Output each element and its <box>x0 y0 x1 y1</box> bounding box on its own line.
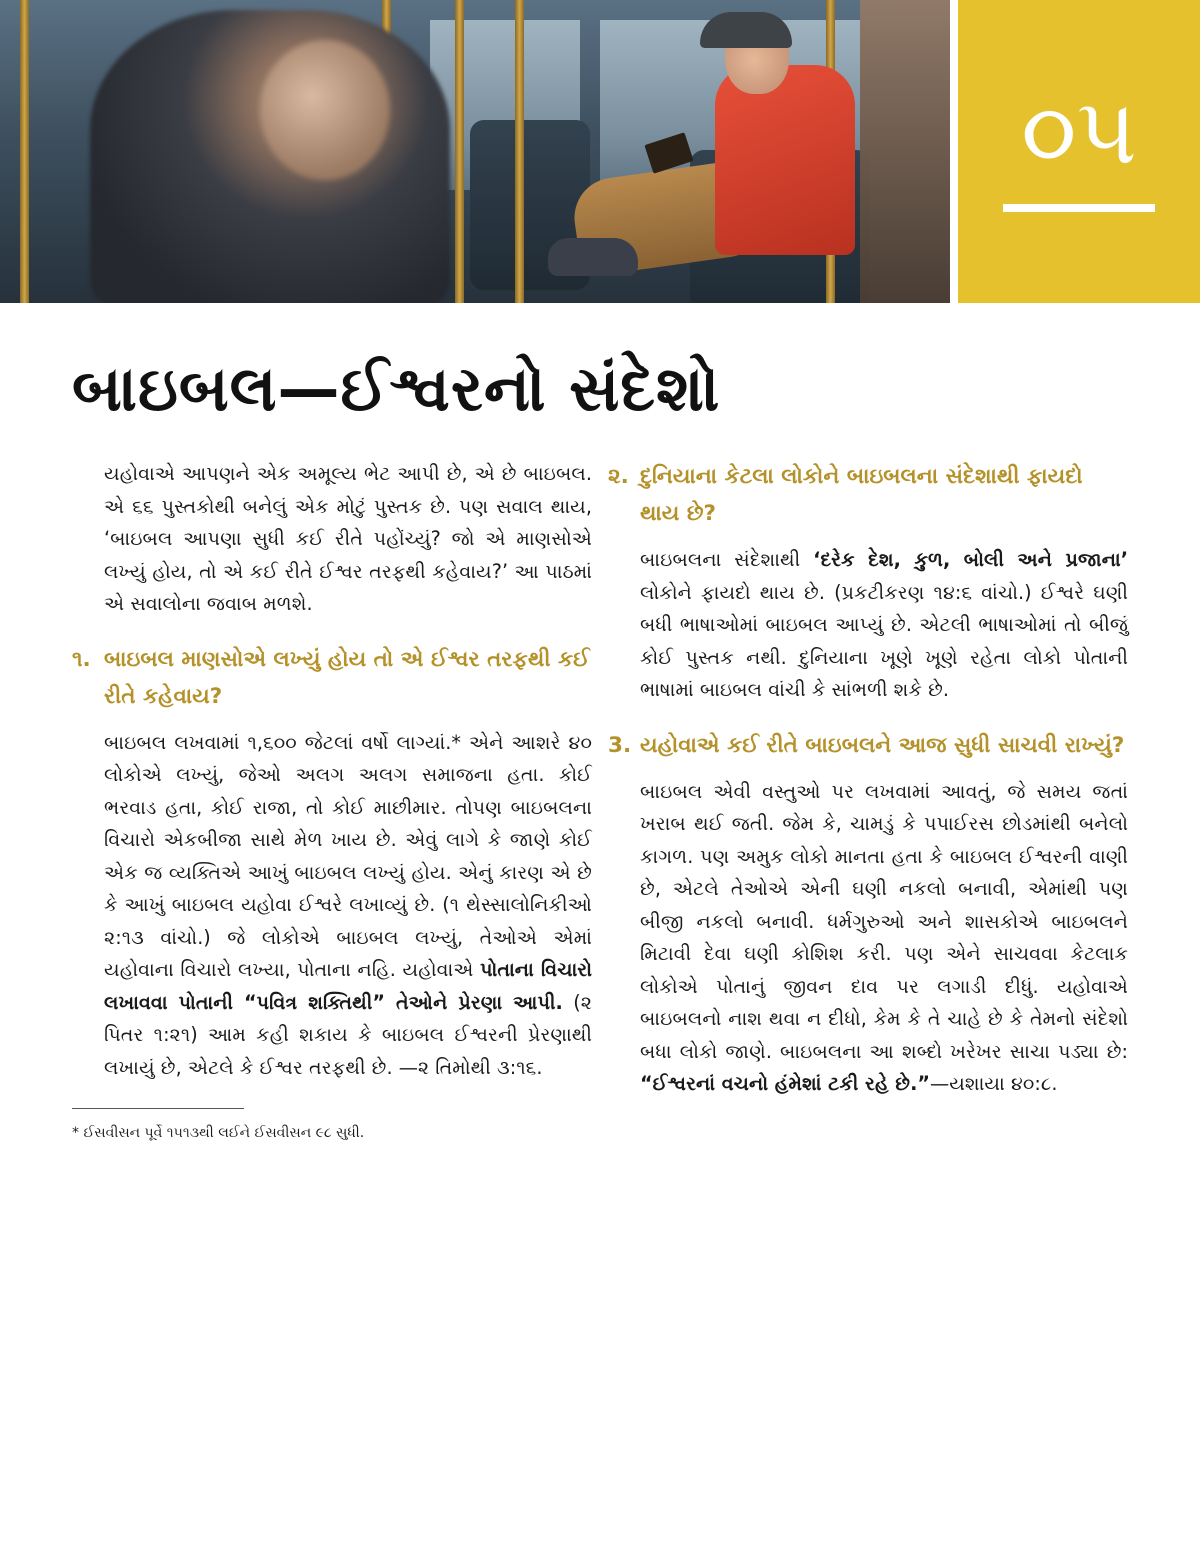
reader-cap <box>700 12 792 48</box>
answer-text: બાઇબલ એવી વસ્તુઓ પર લખવામાં આવતું, જે સમય જતાં ખરાબ થઈ જતી. જેમ કે, ચામડું કે પપાઈરસ છોડમાંથી બનેલો કાગળ. પણ અમુક લોકો માનતા હતા કે બાઇબલ ઈશ્વરની વાણી છે, એટલે તેઓએ એની ઘણી નકલો બનાવી, એમાંથી પણ બીજી નકલો બનાવી. ધર્મગુરુઓ અને શાસકોએ બાઇબલને મિટાવી દેવા ઘણી કોશિશ કરી. પણ એને સાચવવા કેટલાક લોકોએ પોતાનું જીવન દાવ પર લગાડી દીધું. યહોવાએ બાઇબલનો નાશ થવા ન દીધો, કેમ કે તે ચાહે છે કે તેમનો સંદેશો બધા લોકો જાણે. બાઇબલના આ શબ્દો ખરેખર સાચા પડ્યા છે: <box>640 779 1128 1063</box>
question-number: ૧. <box>72 646 91 672</box>
left-column <box>72 458 592 1143</box>
question-3 <box>608 727 1128 764</box>
question-text: દુનિયાના કેટલા લોકોને બાઇબલના સંદેશાથી ફાયદો થાય છે? <box>640 464 1083 526</box>
lesson-number-badge <box>958 0 1200 303</box>
grab-pole <box>515 0 524 303</box>
question-1 <box>72 641 592 715</box>
reader-shoe <box>548 238 638 276</box>
answer-bold-text: ‘દરેક દેશ, કુળ, બોલી અને પ્રજાના’ <box>813 548 1128 571</box>
answer-text: બાઇબલ લખવામાં ૧,૬૦૦ જેટલાં વર્ષો લાગ્યાં.* એને આશરે ૪૦ લોકોએ લખ્યું, જેઓ અલગ અલગ સમાજના હતા. કોઈ ભરવાડ હતા, કોઈ રાજા, તો કોઈ માછીમાર. તોપણ બાઇબલના વિચારો એકબીજા સાથે મેળ ખાય છે. એવું લાગે કે જાણે કોઈ એક જ વ્યક્તિએ આખું બાઇબલ લખ્યું હોય. એનું કારણ એ છે કે આખું બાઇબલ યહોવા ઈશ્વરે લખાવ્યું છે. (૧ થેસ્સાલોનિકીઓ ૨:૧૩ વાંચો.) જે લોકોએ બાઇબલ લખ્યું, તેઓએ એમાં યહોવાના વિચારો લખ્યા, પોતાના નહિ. યહોવાએ <box>104 730 592 981</box>
hero-photo <box>0 0 950 303</box>
answer-text: બાઇબલના સંદેશાથી <box>640 548 814 571</box>
footnote-divider <box>72 1108 244 1109</box>
intro-paragraph: યહોવાએ આપણને એક અમૂલ્ય ભેટ આપી છે, એ છે બાઇબલ. એ ૬૬ પુસ્તકોથી બનેલું એક મોટું પુસ્તક છે. પણ સવાલ થાય, ‘બાઇબલ આપણા સુધી કઈ રીતે પહોંચ્યું? જો એ માણસોએ લખ્યું હોય, તો એ કઈ રીતે ઈશ્વર તરફથી કહેવાય?’ આ પાઠમાં એ સવાલોના જવાબ મળશે. <box>104 462 592 615</box>
right-column <box>608 458 1128 1101</box>
question-number: 3. <box>608 732 632 758</box>
sleeping-passenger <box>90 10 450 303</box>
answer-text: લોકોને ફાયદો થાય છે. (પ્રકટીકરણ ૧૪:૬ વાંચો.) ઈશ્વરે ઘણી બધી ભાષાઓમાં બાઇબલ આપ્યું છે. એટલી ભાષાઓમાં તો બીજું કોઈ પુસ્તક નથી. દુનિયાના ખૂણે ખૂણે રહેતા લોકો પોતાની ભાષામાં બાઇબલ વાંચી કે સાંભળી શકે છે. <box>640 580 1128 701</box>
question-2 <box>608 458 1128 532</box>
footnote: * ઈસવીસન પૂર્વે ૧૫૧૩થી લઈને ઈસવીસન ૯૮ સુધી. <box>72 1125 365 1141</box>
answer-paragraph-1 <box>72 727 592 1085</box>
lesson-number: ૦૫ <box>1021 78 1137 185</box>
grab-pole <box>20 0 29 303</box>
passenger-head <box>260 40 390 180</box>
answer-paragraph-2 <box>608 544 1128 707</box>
question-text: બાઇબલ માણસોએ લખ્યું હોય તો એ ઈશ્વર તરફથી કઈ રીતે કહેવાય? <box>104 646 590 709</box>
question-text: યહોવાએ કઈ રીતે બાઇબલને આજ સુધી સાચવી રાખ્યું? <box>640 732 1125 758</box>
grab-pole <box>455 0 464 303</box>
answer-paragraph-3 <box>608 776 1128 1101</box>
page-title: બાઇબલ—ઈશ્વરનો સંદેશો <box>72 352 721 425</box>
standing-passenger <box>860 0 950 303</box>
answer-bold-text: “ઈશ્વરનાં વચનો હંમેશાં ટકી રહે છે.” <box>640 1072 931 1095</box>
badge-underline <box>1003 204 1155 212</box>
answer-text: —યશાયા ૪૦:૮. <box>930 1072 1058 1095</box>
reader-jacket <box>715 65 855 255</box>
answer-text: (૨ પિતર ૧:૨૧) આમ કહી શકાય કે બાઇબલ ઈશ્વરની પ્રેરણાથી લખાયું છે, એટલે કે ઈશ્વર તરફથી છે. —૨ તિમોથી ૩:૧૬. <box>104 990 592 1079</box>
question-number: ૨. <box>608 464 629 489</box>
answer-bold-text: પોતાના વિચારો લખાવવા પોતાની “પવિત્ર શક્તિથી” તેઓને પ્રેરણા આપી. <box>104 958 592 1014</box>
